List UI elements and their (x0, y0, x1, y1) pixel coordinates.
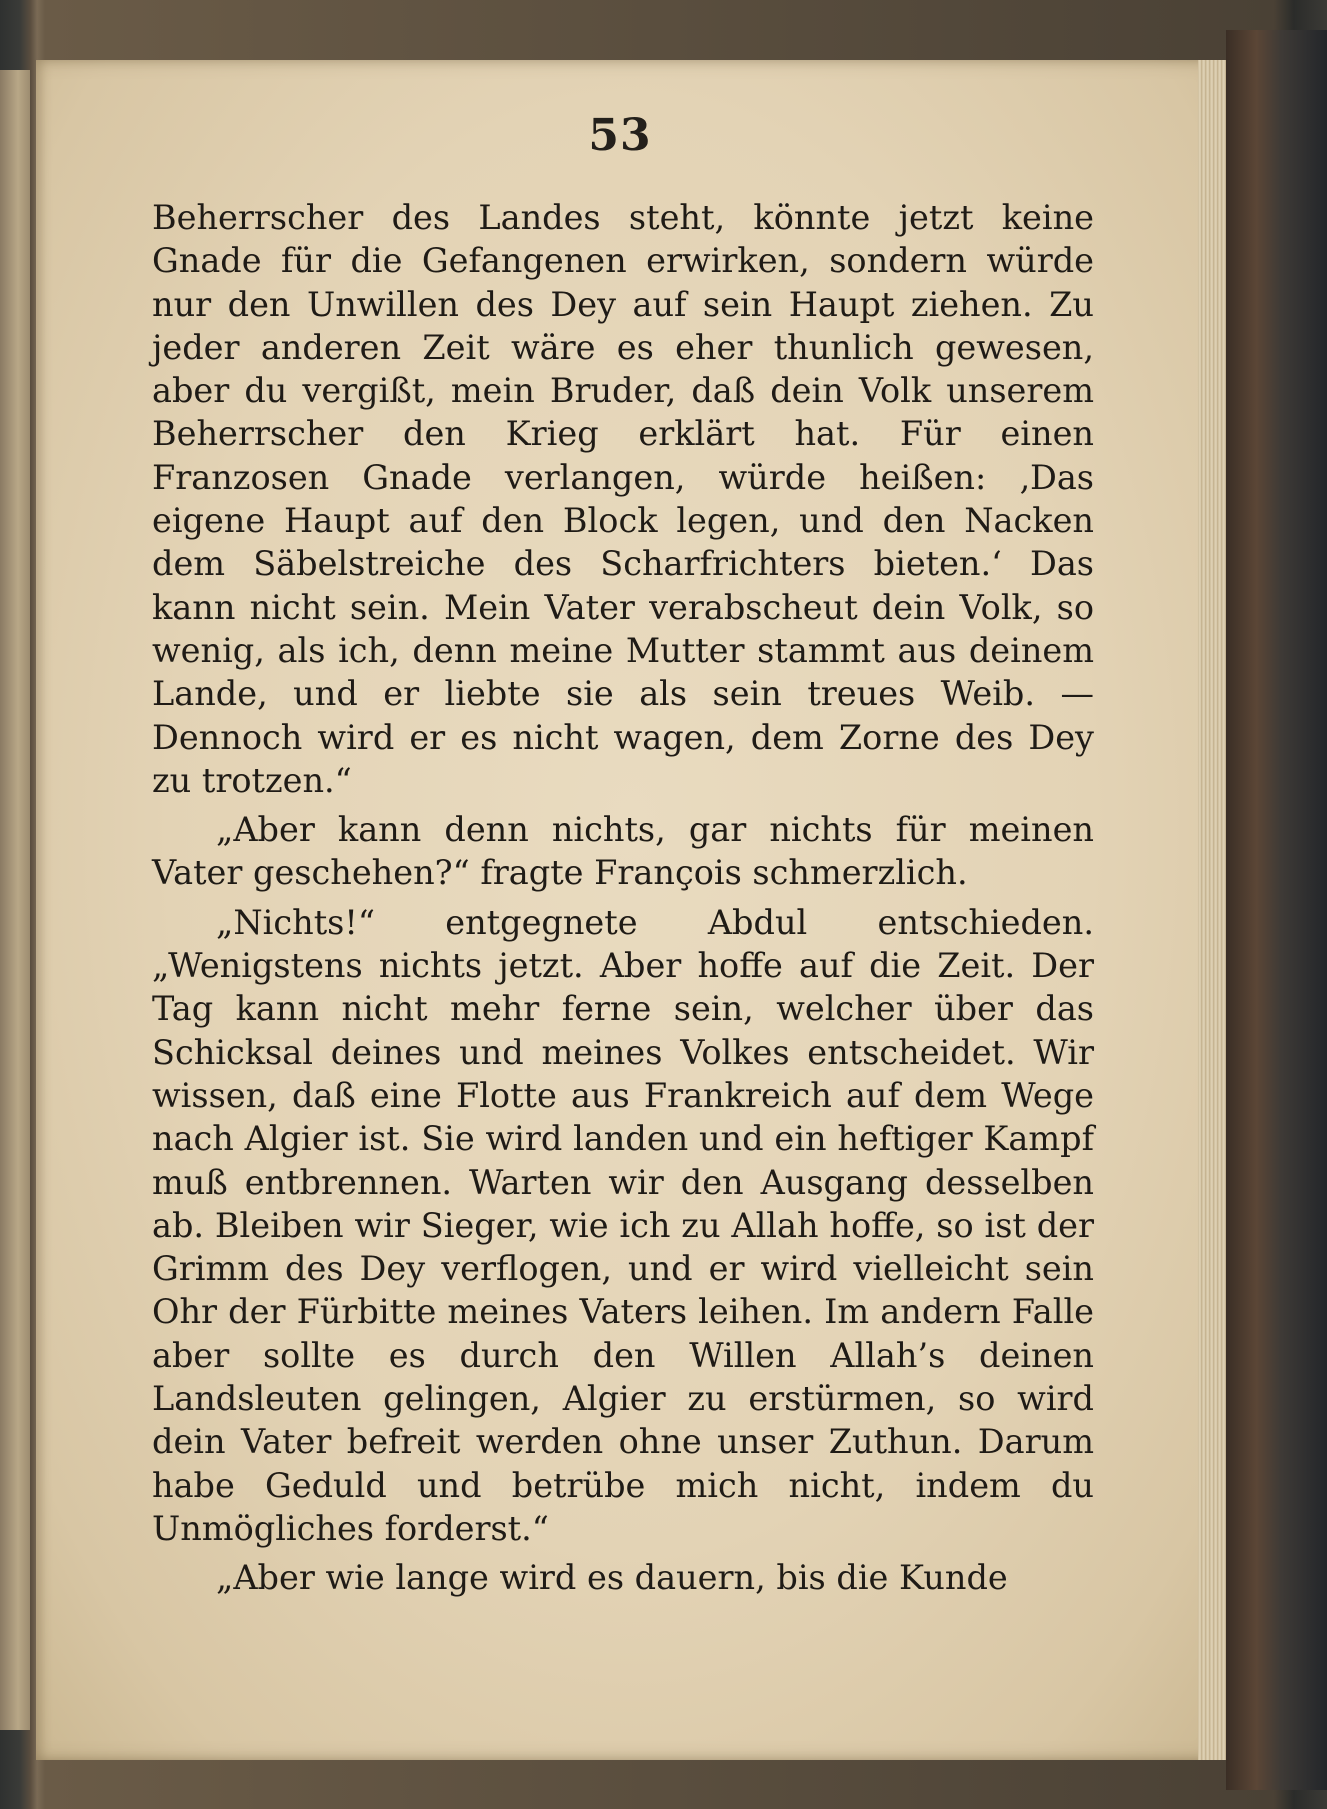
book-cover-edge (1226, 30, 1327, 1790)
page-stack-edges (1198, 60, 1226, 1760)
paragraph-2: „Aber kann denn nichts, gar nichts für meinen Vater geschehen?“ fragte François schmerzlich. (152, 810, 1094, 893)
page-text (152, 196, 1094, 1606)
page-number: 53 (588, 110, 652, 161)
left-page-edge (0, 70, 30, 1730)
paragraph-1: Beherrscher des Landes steht, könnte jetzt keine Gnade für die Gefangenen erwirken, sondern würde nur den Unwillen des Dey auf sein Haupt ziehen. Zu jeder anderen Zeit wäre es eher thunlich gewesen, aber du vergißt, mein Bruder, daß dein Volk unserem Beherrscher den Krieg erklärt hat. Für einen Franzosen Gnade verlangen, würde heißen: ‚Das eigene Haupt auf den Block legen, und den Nacken dem Säbelstreiche des Scharfrichters bieten.‘ Das kann nicht sein. Mein Vater verabscheut dein Volk, so wenig, als ich, denn meine Mutter stammt aus deinem Lande, und er liebte sie als sein treues Weib. — Dennoch wird er es nicht wagen, dem Zorne des Dey zu trotzen.“ (152, 198, 1094, 800)
paragraph-4: „Aber wie lange wird es dauern, bis die Kunde (216, 1558, 1008, 1598)
paragraph-3: „Nichts!“ entgegnete Abdul entschieden. „Wenigstens nichts jetzt. Aber hoffe auf die Zeit. Der Tag kann nicht mehr ferne sein, welcher über das Schicksal deines und meines Volkes entscheidet. Wir wissen, daß eine Flotte aus Frankreich auf dem Wege nach Algier ist. Sie wird landen und ein heftiger Kampf muß entbrennen. Warten wir den Ausgang desselben ab. Bleiben wir Sieger, wie ich zu Allah hoffe, so ist der Grimm des Dey verflogen, und er wird vielleicht sein Ohr der Fürbitte meines Vaters leihen. Im andern Falle aber sollte es durch den Willen Allah’s deinen Landsleuten gelingen, Algier zu erstürmen, so wird dein Vater befreit werden ohne unser Zuthun. Darum habe Geduld und betrübe mich nicht, indem du Unmögliches forderst.“ (152, 902, 1094, 1548)
